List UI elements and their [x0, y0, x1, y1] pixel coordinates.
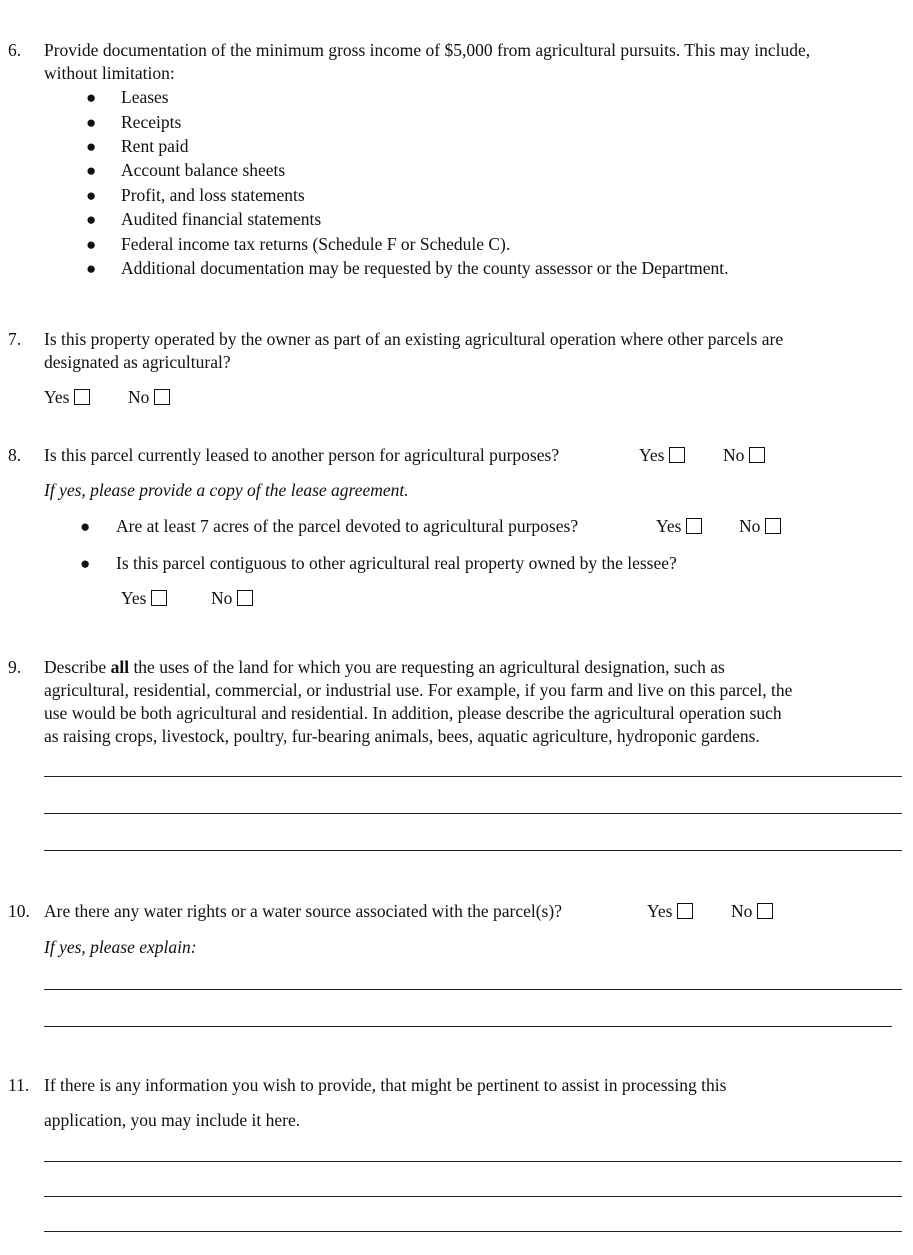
q6-text: Provide documentation of the minimum gross income of $5,000 from agricultural pursuits. This may include, without limitation:	[44, 40, 811, 83]
bullet-icon: ●	[86, 186, 97, 205]
q7-no-option	[128, 386, 170, 409]
no-label: No	[723, 445, 745, 465]
q9-text-line3: use would be both agricultural and residential. In addition, please describe the agricultural operation such	[44, 703, 782, 723]
q8-sub2-text: Is this parcel contiguous to other agricultural real property owned by the lessee?	[116, 553, 677, 573]
q9-text-bold: all	[110, 657, 130, 677]
q9-text-rest: the uses of the land for which you are requesting an agricultural designation, such as	[129, 657, 725, 677]
list-item: Profit, and loss statements	[121, 185, 305, 205]
yes-label: Yes	[44, 387, 70, 407]
q9-text-line1	[44, 656, 725, 679]
q7-no-checkbox[interactable]	[154, 389, 170, 405]
q7-yes-option	[44, 386, 90, 409]
q11-text-line2: application, you may include it here.	[44, 1110, 301, 1130]
q11-answer-line-2[interactable]	[44, 1196, 902, 1197]
q7-text-line2: designated as agricultural?	[44, 352, 231, 372]
q8-sub2-no-option	[211, 587, 253, 610]
list-item: Audited financial statements	[121, 209, 322, 229]
bullet-icon: ●	[86, 210, 97, 229]
q8-sub1-no-checkbox[interactable]	[765, 518, 781, 534]
bullet-icon: ●	[80, 554, 91, 573]
yes-label: Yes	[121, 588, 147, 608]
q8-note: If yes, please provide a copy of the lease agreement.	[44, 480, 409, 500]
list-item: Account balance sheets	[121, 160, 286, 180]
q11-number: 11.	[8, 1075, 30, 1095]
q7-text-line1: Is this property operated by the owner as part of an existing agricultural operation where other parcels are	[44, 329, 784, 349]
bullet-icon: ●	[86, 113, 97, 132]
q10-text: Are there any water rights or a water source associated with the parcel(s)?	[44, 901, 562, 921]
q11-text-line1: If there is any information you wish to provide, that might be pertinent to assist in processing this	[44, 1075, 727, 1095]
q8-sub1-yes-checkbox[interactable]	[686, 518, 702, 534]
bullet-icon: ●	[80, 517, 91, 536]
q9-answer-line-3[interactable]	[44, 850, 902, 851]
q8-sub1-text: Are at least 7 acres of the parcel devoted to agricultural purposes?	[116, 516, 579, 536]
yes-label: Yes	[656, 516, 682, 536]
q11-answer-line-3[interactable]	[44, 1231, 902, 1232]
q9-number: 9.	[8, 657, 22, 677]
q9-text-pre: Describe	[44, 657, 111, 677]
q8-text: Is this parcel currently leased to another person for agricultural purposes?	[44, 445, 560, 465]
q8-sub2-yes-checkbox[interactable]	[151, 590, 167, 606]
bullet-icon: ●	[86, 137, 97, 156]
q8-yes-option	[639, 444, 685, 467]
q8-number: 8.	[8, 445, 22, 465]
bullet-icon: ●	[86, 235, 97, 254]
q7-number: 7.	[8, 329, 22, 349]
list-item: Federal income tax returns (Schedule F or Schedule C).	[121, 234, 511, 254]
q9-text-line4: as raising crops, livestock, poultry, fur-bearing animals, bees, aquatic agriculture, hydroponic gardens.	[44, 726, 760, 746]
list-item: Receipts	[121, 112, 182, 132]
q8-yes-checkbox[interactable]	[669, 447, 685, 463]
list-item: Rent paid	[121, 136, 189, 156]
no-label: No	[211, 588, 233, 608]
q11-answer-line-1[interactable]	[44, 1161, 902, 1162]
q8-no-option	[723, 444, 765, 467]
q9-answer-line-2[interactable]	[44, 813, 902, 814]
bullet-icon: ●	[86, 88, 97, 107]
yes-label: Yes	[639, 445, 665, 465]
q10-no-option	[731, 900, 773, 923]
list-item: Additional documentation may be requested by the county assessor or the Department.	[121, 258, 729, 278]
no-label: No	[739, 516, 761, 536]
q8-sub1-no-option	[739, 515, 781, 538]
q9-answer-line-1[interactable]	[44, 776, 902, 777]
q9-text-line2: agricultural, residential, commercial, or industrial use. For example, if you farm and live on this parcel, the	[44, 680, 793, 700]
q8-no-checkbox[interactable]	[749, 447, 765, 463]
q10-no-checkbox[interactable]	[757, 903, 773, 919]
q8-sub1-yes-option	[656, 515, 702, 538]
yes-label: Yes	[647, 901, 673, 921]
q10-answer-line-2[interactable]	[44, 1026, 892, 1027]
bullet-icon: ●	[86, 161, 97, 180]
q8-sub2-yes-option	[121, 587, 167, 610]
q10-yes-checkbox[interactable]	[677, 903, 693, 919]
no-label: No	[731, 901, 753, 921]
no-label: No	[128, 387, 150, 407]
list-item: Leases	[121, 87, 169, 107]
q10-yes-option	[647, 900, 693, 923]
q10-number: 10.	[8, 901, 30, 921]
q6-number: 6.	[8, 40, 22, 60]
q7-yes-checkbox[interactable]	[74, 389, 90, 405]
q10-answer-line-1[interactable]	[44, 989, 902, 990]
q10-note: If yes, please explain:	[44, 937, 197, 957]
q8-sub2-no-checkbox[interactable]	[237, 590, 253, 606]
bullet-icon: ●	[86, 259, 97, 278]
